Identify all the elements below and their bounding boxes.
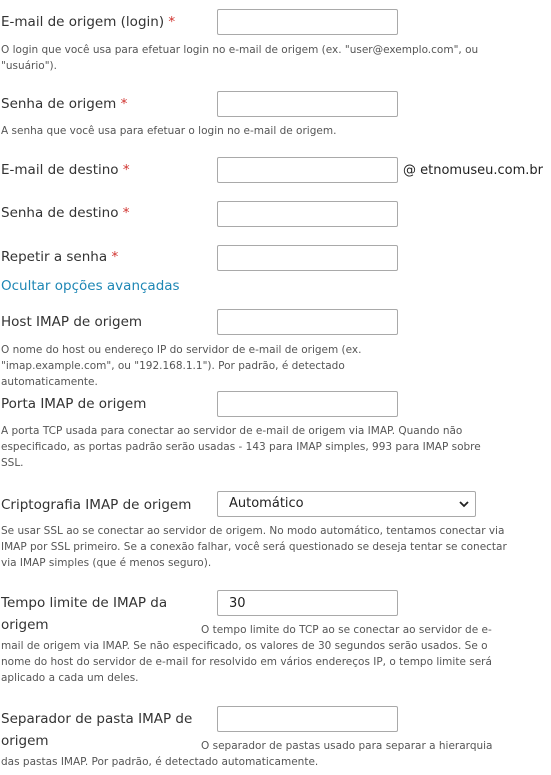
imap-crypto-label: Criptografia IMAP de origem xyxy=(1,497,192,513)
source-email-help: O login que você usa para efetuar login no e-mail de origem (ex. "user@exemplo.com", ou "usuário"). xyxy=(1,44,479,72)
dest-email-input[interactable] xyxy=(217,157,398,183)
toggle-advanced-options-link[interactable]: Ocultar opções avançadas xyxy=(1,278,180,294)
chevron-down-icon xyxy=(459,499,469,509)
required-mark: * xyxy=(111,249,119,265)
imap-timeout-input[interactable] xyxy=(217,590,398,616)
repeat-password-label: Repetir a senha * xyxy=(1,249,119,265)
source-password-input[interactable] xyxy=(217,91,398,117)
required-mark: * xyxy=(122,205,130,221)
source-email-input[interactable] xyxy=(217,9,398,35)
imap-port-help: A porta TCP usada para conectar ao servidor de e-mail de origem via IMAP. Quando não especificado, as portas padrão serão usadas - 143 para IMAP simples, 993 para IMAP sobre SSL. xyxy=(1,425,481,469)
dest-email-label: E-mail de destino * xyxy=(1,162,130,178)
imap-crypto-selected-value: Automático xyxy=(229,496,304,511)
dest-password-input[interactable] xyxy=(217,201,398,227)
imap-separator-input[interactable] xyxy=(217,706,398,732)
dest-email-domain-suffix: @ etnomuseu.com.br xyxy=(403,163,543,178)
imap-crypto-help: Se usar SSL ao se conectar ao servidor de origem. No modo automático, tentamos conectar via IMAP por SSL primeiro. Se a conexão falhar, você será questionado se deseja tentar se conectar via IMAP simples (que é menos seguro). xyxy=(1,525,507,569)
imap-timeout-help: O tempo limite do TCP ao se conectar ao servidor de e-mail de origem via IMAP. Se não especificado, os valores de 30 segundos serão usados. Se o nome do host do servidor de e-mail for resolvido em vários endereços IP, o tempo limite será aplicado a cada um deles. xyxy=(1,624,492,684)
imap-port-label: Porta IMAP de origem xyxy=(1,396,147,412)
source-password-help: A senha que você usa para efetuar o login no e-mail de origem. xyxy=(1,125,337,137)
required-mark: * xyxy=(120,96,128,112)
imap-crypto-select[interactable] xyxy=(217,491,476,517)
source-password-label: Senha de origem * xyxy=(1,96,128,112)
imap-host-input[interactable] xyxy=(217,309,398,335)
imap-host-help: O nome do host ou endereço IP do servidor de e-mail de origem (ex. "imap.example.com", ou "192.168.1.1"). Por padrão, é detectado automaticamente. xyxy=(1,344,362,388)
imap-timeout-label: Tempo limite de IMAP da origem xyxy=(1,595,168,633)
dest-password-label: Senha de destino * xyxy=(1,205,130,221)
imap-separator-label: Separador de pasta IMAP de origem xyxy=(1,711,193,749)
imap-port-input[interactable] xyxy=(217,391,398,417)
repeat-password-input[interactable] xyxy=(217,245,398,271)
required-mark: * xyxy=(122,162,130,178)
imap-host-label: Host IMAP de origem xyxy=(1,314,143,330)
required-mark: * xyxy=(168,14,176,30)
source-email-label: E-mail de origem (login) * xyxy=(1,14,176,30)
imap-separator-help: O separador de pastas usado para separar a hierarquia das pastas IMAP. Por padrão, é detectado automaticamente. xyxy=(1,740,493,768)
